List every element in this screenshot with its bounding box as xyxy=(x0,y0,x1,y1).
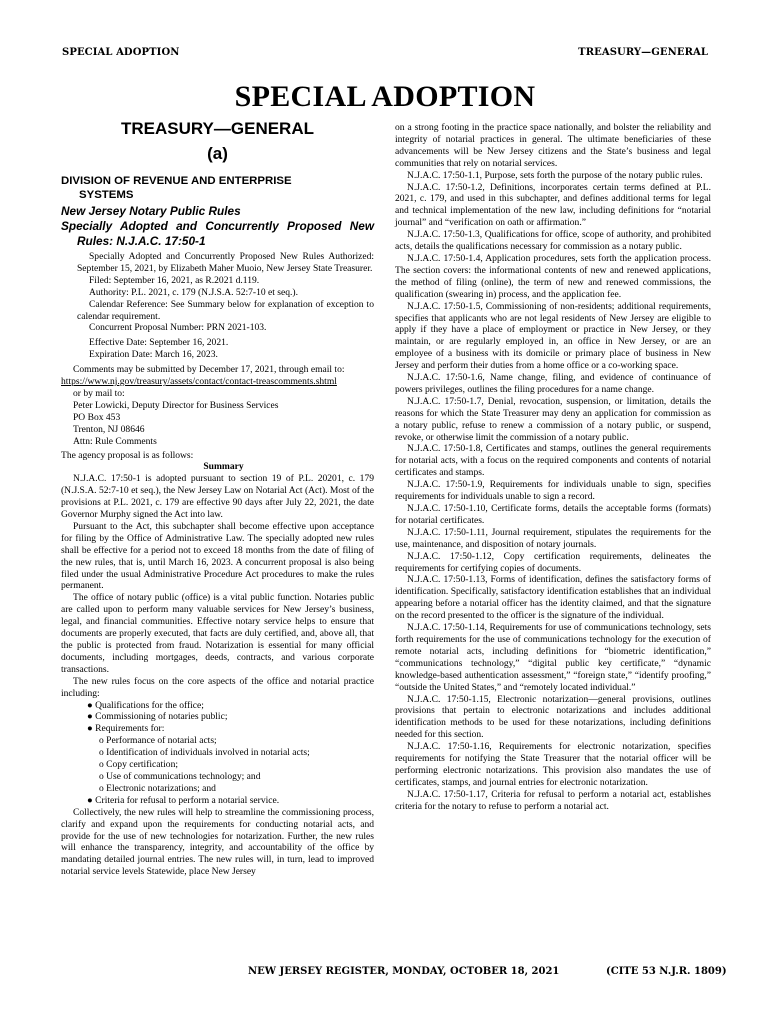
sub-list-item: o Electronic notarizations; and xyxy=(99,782,216,794)
department-heading: TREASURY—GENERAL xyxy=(121,119,314,138)
right-paragraph-11: N.J.A.C. 17:50-1.10, Certificate forms, details the acceptable forms (formats) for notarial certificates. xyxy=(395,503,711,526)
meta-expiration-date: Expiration Date: March 16, 2023. xyxy=(89,349,218,361)
right-paragraph-8: N.J.A.C. 17:50-1.7, Denial, revocation, suspension, or limitation, details the reasons for which the State Treasurer may deny an application for commission as a notary public, refuse to renew a commission of a notary public, or suspend, revoke, or otherwise limit the commission of a notary public. xyxy=(395,395,711,443)
sub-list-item: o Copy certification; xyxy=(99,759,179,771)
meta-effective-date: Effective Date: September 16, 2021. xyxy=(89,337,229,349)
sub-list-item: o Use of communications technology; and xyxy=(99,770,261,782)
right-paragraph-15: N.J.A.C. 17:50-1.14, Requirements for use of communications technology, sets forth requirements for the use of communications technology for the execution of remote notarial acts, including definitions for “biometric identification,” “communications technology,” “digital public key certificate,” “dynamic knowledge-based authentication assessment,” “foreign state,” “identify proofing,” “outside the United States,” and “remotely located individual.” xyxy=(395,622,711,693)
right-paragraph-14: N.J.A.C. 17:50-1.13, Forms of identification, defines the satisfactory forms of identification. Specifically, satisfactory identification establishes that an individual appearing before a notarial officer has the identity claimed, and that the signature on the record presented to the officer is the signature of the individual. xyxy=(395,574,711,622)
meta-proposal-number: Concurrent Proposal Number: PRN 2021-103. xyxy=(89,322,267,334)
list-item: ● Requirements for: xyxy=(87,723,165,735)
meta-filed: Filed: September 16, 2021, as R.2021 d.119. xyxy=(89,274,260,286)
division-heading-cont: SYSTEMS xyxy=(79,189,134,201)
right-column xyxy=(395,122,711,813)
footer-register: NEW JERSEY REGISTER, MONDAY, OCTOBER 18, 2021 xyxy=(248,966,560,977)
right-paragraph-12: N.J.A.C. 17:50-1.11, Journal requirement, stipulates the requirements for the use, maintenance, and disposition of notary journals. xyxy=(395,526,711,550)
list-item: ● Commissioning of notaries public; xyxy=(87,711,228,723)
summary-paragraph-2: Pursuant to the Act, this subchapter shall become effective upon acceptance for filing by the Office of Administrative Law. The specially adopted new rules shall be effective for a period not to exceed 18 months from the date of filing of the new rules, that is, until March 16, 2023. A concurrent proposal is also being filed under the usual Administrative Procedure Act procedures to make the rules permanent. xyxy=(61,520,374,592)
or-by-mail: or by mail to: xyxy=(73,387,125,399)
page-title: SPECIAL ADOPTION xyxy=(234,80,536,113)
summary-paragraph-4: The new rules focus on the core aspects of the office and notarial practice including: xyxy=(61,675,374,699)
right-paragraph-18: N.J.A.C. 17:50-1.17, Criteria for refusal to perform a notarial act, establishes criteria for the notary to refuse to perform a notarial act. xyxy=(395,788,711,812)
summary-paragraph-3: The office of notary public (office) is a vital public function. Notaries public are called upon to perform many valuable services for New Jersey’s business, legal, and financial communities. Effective notary service helps to ensure that documents are properly executed, that facts are duly certified, and, above all, that the public is protected from fraud. Notarization is essential for many official documents, including mortgages, deeds, contracts, and various corporate transactions. xyxy=(61,592,374,675)
right-paragraph-9: N.J.A.C. 17:50-1.8, Certificates and stamps, outlines the general requirements for notarial acts, with a focus on the required components and contents of notarial certificates and stamps. xyxy=(395,443,711,479)
comments-text: Comments may be submitted by December 17, 2021, through email to: xyxy=(73,364,345,376)
right-paragraph-7: N.J.A.C. 17:50-1.6, Name change, filing, and evidence of continuance of powers privileges, outlines the filing procedures for a name change. xyxy=(395,372,711,395)
right-paragraph-6: N.J.A.C. 17:50-1.5, Commissioning of non-residents; additional requirements, specifies that applicants who are not legal residents of New Jersey are eligible to apply if they have a place of employment or practice in New Jersey, or they maintain, or are regularly employed in, an office in New Jersey, or are an employee of a business with its domicile or primary place of business in New Jersey and perform their duties from a home office or a co-working space. xyxy=(395,300,711,372)
footer-citation: (CITE 53 N.J.R. 1809) xyxy=(606,966,727,977)
right-paragraph-2: N.J.A.C. 17:50-1.1, Purpose, sets forth the purpose of the notary public rules. xyxy=(407,169,703,181)
summary-paragraph-5: Collectively, the new rules will help to streamline the commissioning process, clarify and expand upon the requirements for conducting notarial acts, and provide for the use of new technologies for notarization. Further, the new rules will enhance the transparency, integrity, and accountability of the office by mandating detailed journal entries. The new rules will, in turn, lead to improved notarial service levels Statewide, place New Jersey xyxy=(61,806,374,878)
right-paragraph-1: on a strong footing in the practice space nationally, and bolster the reliability and integrity of notarial practices in general. The ultimate beneficiaries of these advancements will be New Jersey citizens and the State’s business and legal communities that rely on notarial services. xyxy=(395,122,711,169)
item-marker: (a) xyxy=(207,144,228,163)
right-paragraph-16: N.J.A.C. 17:50-1.15, Electronic notarization—general provisions, outlines provisions that pertain to electronic notarizations and includes additional identification methods to be used for these notarizations, including definitions needed for this section. xyxy=(395,693,711,741)
division-heading: DIVISION OF REVENUE AND ENTERPRISE xyxy=(61,175,292,187)
running-header-right: TREASURY—GENERAL xyxy=(578,47,708,58)
right-paragraph-5: N.J.A.C. 17:50-1.4, Application procedures, sets forth the application process. The section covers: the informational contents of new and renewed applications, the method of filing (online), the term of new and renewed commissions, the qualification (swearing in) process, and the application fee. xyxy=(395,252,711,300)
address-line-1: Peter Lowicki, Deputy Director for Business Services xyxy=(73,399,279,411)
sub-list-item: o Performance of notarial acts; xyxy=(99,735,217,747)
right-paragraph-13: N.J.A.C. 17:50-1.12, Copy certification requirements, delineates the requirements for certifying copies of documents. xyxy=(395,550,711,574)
summary-heading: Summary xyxy=(203,461,244,473)
sub-list-item: o Identification of individuals involved in notarial acts; xyxy=(99,747,310,759)
agency-proposal-note: The agency proposal is as follows: xyxy=(61,449,194,461)
address-line-2: PO Box 453 xyxy=(73,411,121,423)
comments-link[interactable]: https://www.nj.gov/treasury/assets/contact/contact-treascomments.shtml xyxy=(61,376,337,388)
left-column xyxy=(61,118,374,878)
list-item: ● Qualifications for the office; xyxy=(87,699,204,711)
meta-authority: Authority: P.L. 2021, c. 179 (N.J.S.A. 52:7-10 et seq.). xyxy=(89,286,298,298)
right-paragraph-17: N.J.A.C. 17:50-1.16, Requirements for electronic notarization, specifies requirements for notifying the State Treasurer that the notarial officer will be performing electronic notarizations. This provision also mandates the use of certificates, stamps, and journal entries for electronic notarization. xyxy=(395,741,711,788)
summary-paragraph-1: N.J.A.C. 17:50-1 is adopted pursuant to section 19 of P.L. 20201, c. 179 (N.J.S.A. 52:7-10 et seq.), the New Jersey Law on Notarial Act (Act). Most of the provisions at P.L. 2021, c. 179 are effective 90 days after July 22, 2021, the date Governor Murphy signed the Act into law. xyxy=(61,473,374,521)
list-item: ● Criteria for refusal to perform a notarial service. xyxy=(87,794,280,806)
address-line-3: Trenton, NJ 08646 xyxy=(73,423,145,435)
right-paragraph-10: N.J.A.C. 17:50-1.9, Requirements for individuals unable to sign, specifies requirements for individuals unable to sign a record. xyxy=(395,479,711,503)
meta-authorized: Specially Adopted and Concurrently Proposed New Rules Authorized: September 15, 2021, by Elizabeth Maher Muoio, New Jersey State Treasurer. xyxy=(77,251,374,274)
meta-calendar: Calendar Reference: See Summary below for explanation of exception to calendar requirement. xyxy=(77,298,374,322)
rules-title: New Jersey Notary Public Rules xyxy=(61,204,241,218)
adopted-title: Specially Adopted and Concurrently Proposed New Rules: N.J.A.C. 17:50-1 xyxy=(61,219,374,248)
running-header-left: SPECIAL ADOPTION xyxy=(62,47,180,58)
right-paragraph-4: N.J.A.C. 17:50-1.3, Qualifications for office, scope of authority, and prohibited acts, details the qualifications necessary for commission as a notary public. xyxy=(395,229,711,253)
comments-paragraph xyxy=(61,364,374,388)
right-paragraph-3: N.J.A.C. 17:50-1.2, Definitions, incorporates certain terms defined at P.L. 2021, c. 179, and used in this subchapter, and defines additional terms for legal and technical implementation of the new law, including definitions for “notarial journal” and “verification on oath or affirmation.” xyxy=(395,181,711,229)
address-line-4: Attn: Rule Comments xyxy=(73,435,157,447)
